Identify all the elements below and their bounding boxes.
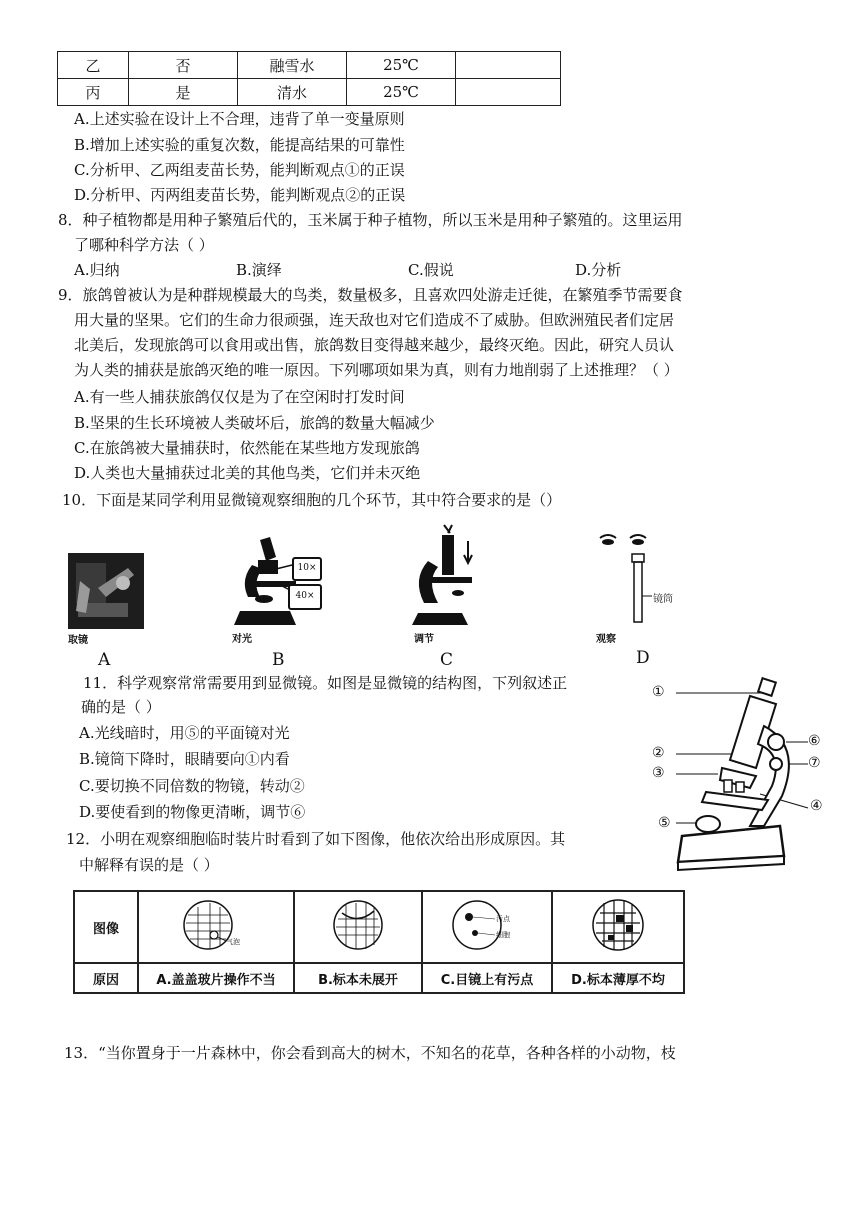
q9-stem-line3: 北美后，发现旅鸽可以食用或出售，旅鸽数目变得越来越少，最终灭绝。因此，研究人员认 [74, 336, 675, 354]
table-cell [456, 79, 561, 106]
photo-taking-microscope [68, 553, 144, 629]
q7-option-d: D.分析甲、丙两组麦苗长势，能判断观点②的正误 [74, 186, 406, 204]
q7-option-c: C.分析甲、乙两组麦苗长势，能判断观点①的正误 [74, 161, 405, 179]
q9-option-b: B.坚果的生长环境被人类破坏后，旅鸽的数量大幅减少 [74, 414, 435, 432]
table-cell: 乙 [58, 52, 129, 79]
part-label-6: ⑥ [808, 733, 821, 749]
reason-a: A.盖盖玻片操作不当 [138, 963, 294, 993]
dirt-label: 污点 [496, 915, 510, 923]
caption-c: 调节 [414, 634, 434, 645]
caption-a: 取镜 [68, 635, 88, 646]
q8-option-a: A.归纳 [74, 261, 120, 279]
figure-letter-b: B [272, 650, 285, 670]
q11-option-c: C.要切换不同倍数的物镜，转动② [79, 777, 305, 795]
table-row [74, 963, 684, 993]
q10-stem: 10．下面是某同学利用显微镜观察细胞的几个环节，其中符合要求的是（） [62, 491, 562, 509]
image-cell-a [138, 891, 294, 963]
q11-stem-line1: 11．科学观察常常需要用到显微镜。如图是显微镜的结构图，下列叙述正 [83, 674, 568, 692]
q8-option-c: C.假说 [408, 261, 454, 279]
q8-stem-line1: 8．种子植物都是用种子繁殖后代的，玉米属于种子植物，所以玉米是用种子繁殖的。这里运用 [58, 211, 683, 229]
image-cell-b [294, 891, 422, 963]
reason-c: C.目镜上有污点 [422, 963, 552, 993]
bubble-label: 气泡 [226, 938, 240, 946]
table-cell: 丙 [58, 79, 129, 106]
dirt-spot-image [447, 895, 527, 955]
table-cell: 25℃ [347, 79, 456, 106]
microscope-adjust-figure [412, 521, 482, 635]
figure-letter-d: D [636, 648, 650, 668]
q12-stem-line2: 中解释有误的是（ ） [79, 856, 219, 874]
table-cell: 融雪水 [238, 52, 347, 79]
objective-40x-label: 40× [288, 584, 322, 610]
microscope-structure-figure [652, 676, 832, 880]
folded-specimen-image [328, 895, 388, 955]
q11-stem-line2: 确的是（ ） [81, 698, 161, 716]
table-cell: 25℃ [347, 52, 456, 79]
reason-d: D.标本薄厚不均 [552, 963, 684, 993]
observing-eyes-figure [596, 528, 666, 637]
table-cell: 否 [129, 52, 238, 79]
image-cell-d [552, 891, 684, 963]
table-cell: 清水 [238, 79, 347, 106]
q7-option-b: B.增加上述实验的重复次数，能提高结果的可靠性 [74, 136, 405, 154]
part-label-3: ③ [652, 765, 665, 781]
table-row [58, 79, 561, 106]
tube-label: 镜筒 [653, 594, 673, 605]
part-label-4: ④ [810, 798, 823, 814]
row-head-image: 图像 [74, 891, 138, 963]
q9-option-c: C.在旅鸽被大量捕获时，依然能在某些地方发现旅鸽 [74, 439, 420, 457]
q11-option-d: D.要使看到的物像更清晰，调节⑥ [79, 803, 306, 821]
caption-b: 对光 [232, 634, 252, 645]
table-row [58, 52, 561, 79]
part-label-5: ⑤ [658, 815, 671, 831]
image-cell-c [422, 891, 552, 963]
experiment-table [57, 51, 561, 106]
caption-d: 观察 [596, 634, 616, 645]
q9-stem-line4: 为人类的捕获是旅鸽灭绝的唯一原因。下列哪项如果为真，则有力地削弱了上述推理？（ ） [74, 361, 679, 379]
q8-stem-line2: 了哪种科学方法（ ） [74, 236, 214, 254]
q8-option-d: D.分析 [575, 261, 622, 279]
q9-option-d: D.人类也大量捕获过北美的其他鸟类，它们并未灭绝 [74, 464, 421, 482]
q9-stem-line1: 9．旅鸽曾被认为是种群规模最大的鸟类，数量极多，且喜欢四处游走迁徙，在繁殖季节需要食 [58, 286, 683, 304]
uneven-specimen-image [588, 895, 648, 955]
table-row [74, 891, 684, 963]
row-head-reason: 原因 [74, 963, 138, 993]
part-label-1: ① [652, 684, 665, 700]
table-cell: 是 [129, 79, 238, 106]
table-cell [456, 52, 561, 79]
objective-10x-label: 10× [292, 557, 322, 581]
part-label-2: ② [652, 745, 665, 761]
q11-option-b: B.镜筒下降时，眼睛要向①内看 [79, 750, 290, 768]
q9-stem-line2: 用大量的坚果。它们的生命力很顽强，连天敌也对它们造成不了威胁。但欧洲殖民者们定居 [74, 311, 675, 329]
cell-label: 细胞 [496, 931, 510, 939]
q13-stem-line1: 13．“当你置身于一片森林中，你会看到高大的树木，不知名的花草，各种各样的小动物，枝 [64, 1044, 676, 1062]
bubble-image [176, 895, 256, 955]
q12-stem-line1: 12．小明在观察细胞临时装片时看到了如下图像，他依次给出形成原因。其 [66, 830, 566, 848]
reason-b: B.标本未展开 [294, 963, 422, 993]
q8-option-b: B.演绎 [236, 261, 282, 279]
q9-option-a: A.有一些人捕获旅鸽仅仅是为了在空闲时打发时间 [74, 388, 405, 406]
figure-letter-a: A [98, 650, 111, 670]
q7-option-a: A.上述实验在设计上不合理，违背了单一变量原则 [74, 110, 405, 128]
cell-image-table [73, 890, 685, 994]
figure-letter-c: C [440, 650, 454, 670]
q11-option-a: A.光线暗时，用⑤的平面镜对光 [79, 724, 290, 742]
part-label-7: ⑦ [808, 755, 821, 771]
